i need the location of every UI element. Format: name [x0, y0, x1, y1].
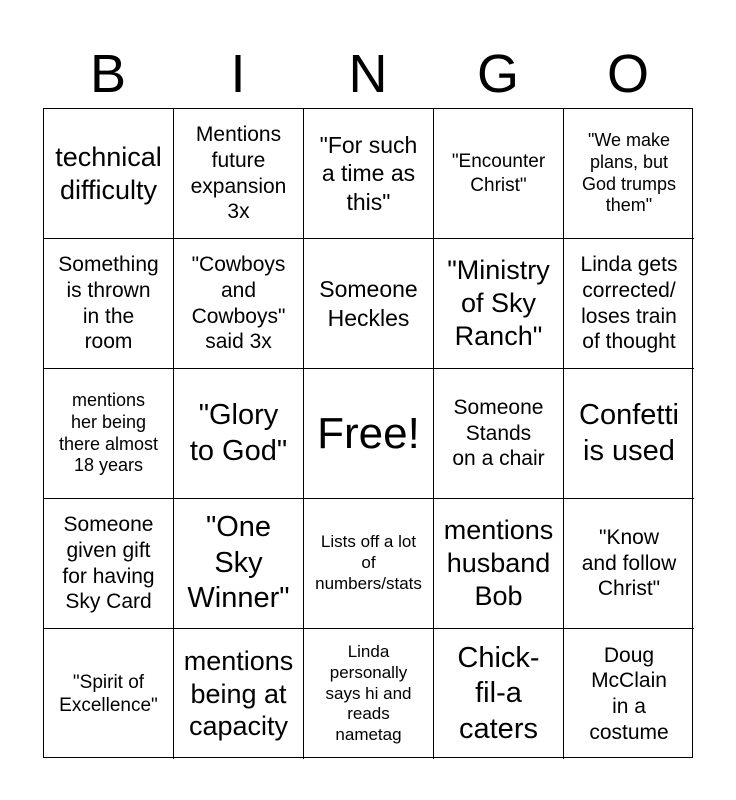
- bingo-cell[interactable]: [174, 239, 304, 369]
- header-letter-b: B: [89, 44, 127, 104]
- cell-label: "Glory to God": [189, 399, 288, 467]
- bingo-cell[interactable]: [174, 109, 304, 239]
- bingo-cell[interactable]: [44, 499, 174, 629]
- header-letter-n: N: [348, 44, 388, 104]
- bingo-header: [43, 40, 693, 108]
- bingo-cell[interactable]: [564, 499, 694, 629]
- cell-label: Someone given gift for having Sky Card: [62, 513, 155, 614]
- cell-label: "Ministry of Sky Ranch": [447, 255, 550, 351]
- cell-label: mentions being at capacity: [183, 645, 294, 742]
- cell-label: Something is thrown in the room: [58, 253, 159, 354]
- cell-label: "Spirit of Excellence": [59, 671, 158, 716]
- cell-label: "Encounter Christ": [451, 151, 546, 196]
- cell-label: "One Sky Winner": [187, 511, 290, 615]
- bingo-cell[interactable]: [304, 239, 434, 369]
- cell-label: Someone Stands on a chair: [452, 396, 545, 471]
- bingo-cell[interactable]: [174, 499, 304, 629]
- cell-label: Confetti is used: [579, 399, 679, 467]
- header-letter-o: O: [606, 44, 649, 104]
- cell-label: technical difficulty: [55, 141, 162, 205]
- cell-label: mentions husband Bob: [443, 515, 554, 611]
- bingo-cell[interactable]: [564, 629, 694, 759]
- bingo-board: [43, 108, 693, 758]
- cell-label: Mentions future expansion 3x: [190, 123, 287, 224]
- bingo-cell[interactable]: [304, 499, 434, 629]
- cell-label: Linda personally says hi and reads nametag: [325, 642, 412, 745]
- free-space-cell[interactable]: [304, 369, 434, 499]
- cell-label: "We make plans, but God trumps them": [581, 129, 677, 216]
- cell-label: mentions her being there almost 18 years: [58, 389, 159, 476]
- bingo-cell[interactable]: [304, 109, 434, 239]
- bingo-cell[interactable]: [304, 629, 434, 759]
- bingo-cell[interactable]: [434, 109, 564, 239]
- bingo-cell[interactable]: [564, 239, 694, 369]
- cell-label: "For such a time as this": [319, 132, 418, 215]
- free-space-label: Free!: [317, 408, 420, 458]
- bingo-cell[interactable]: [434, 239, 564, 369]
- cell-label: Someone Heckles: [319, 276, 418, 331]
- cell-label: Chick- fil-a caters: [457, 641, 540, 745]
- bingo-cell[interactable]: [434, 369, 564, 499]
- bingo-cell[interactable]: [44, 109, 174, 239]
- bingo-cell[interactable]: [564, 109, 694, 239]
- cell-label: Lists off a lot of numbers/stats: [315, 532, 422, 593]
- cell-label: Linda gets corrected/ loses train of thought: [580, 253, 678, 354]
- bingo-cell[interactable]: [174, 369, 304, 499]
- bingo-cell[interactable]: [564, 369, 694, 499]
- bingo-cell[interactable]: [44, 369, 174, 499]
- bingo-cell[interactable]: [434, 499, 564, 629]
- header-letter-i: I: [230, 44, 246, 104]
- bingo-cell[interactable]: [434, 629, 564, 759]
- cell-label: "Know and follow Christ": [581, 526, 677, 601]
- header-letter-g: G: [476, 44, 519, 104]
- cell-label: Doug McClain in a costume: [589, 643, 669, 744]
- bingo-cell[interactable]: [44, 239, 174, 369]
- bingo-cell[interactable]: [44, 629, 174, 759]
- bingo-cell[interactable]: [174, 629, 304, 759]
- cell-label: "Cowboys and Cowboys" said 3x: [191, 253, 286, 354]
